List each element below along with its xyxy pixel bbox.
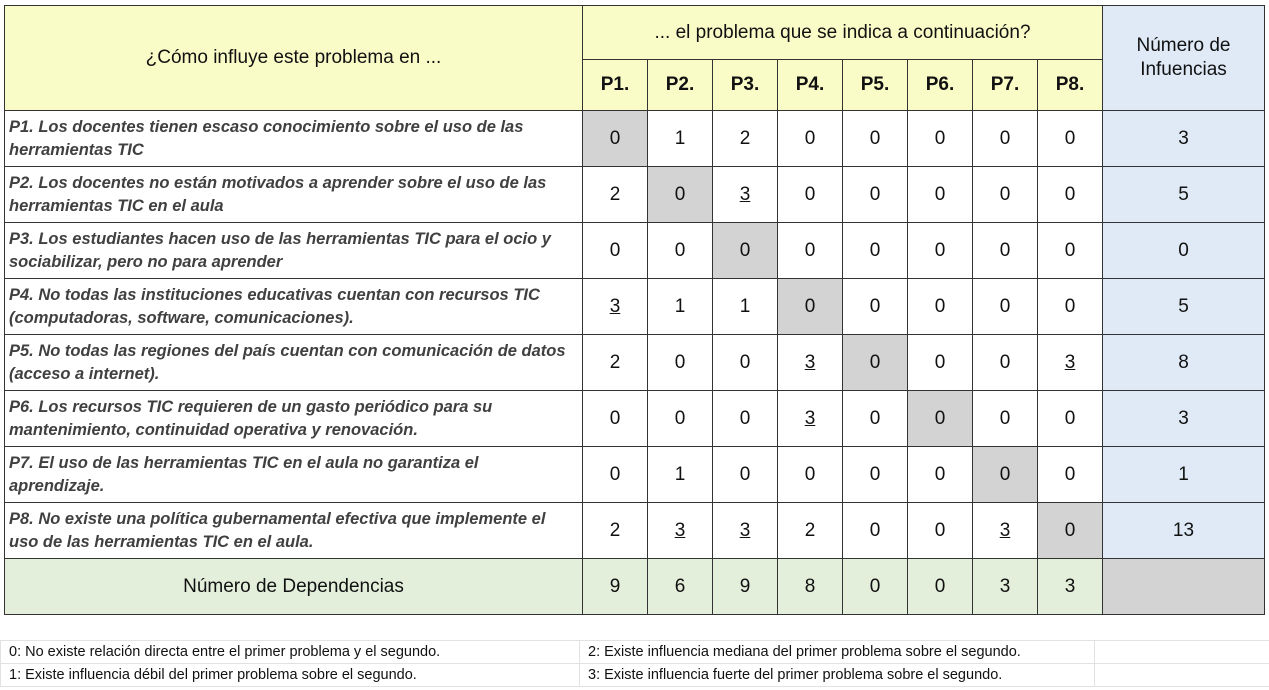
dependencies-row — [5, 559, 1265, 615]
matrix-cell: 0 — [908, 223, 973, 279]
table-row — [5, 167, 1265, 223]
matrix-cell: 1 — [648, 111, 713, 167]
column-header-p4: P4. — [778, 60, 843, 111]
influence-total: 0 — [1103, 223, 1265, 279]
dependency-count: 9 — [713, 559, 778, 615]
dependency-count: 8 — [778, 559, 843, 615]
matrix-cell: 0 — [973, 167, 1038, 223]
problem-label: P2. Los docentes no están motivados a aprender sobre el uso de las herramientas TIC en el aula — [5, 167, 583, 223]
matrix-cell: 0 — [583, 111, 648, 167]
influence-total: 5 — [1103, 167, 1265, 223]
question-header: ¿Cómo influye este problema en ... — [5, 6, 583, 111]
matrix-cell: 0 — [778, 447, 843, 503]
matrix-cell: 2 — [778, 503, 843, 559]
matrix-cell: 0 — [1038, 279, 1103, 335]
influence-total: 3 — [1103, 391, 1265, 447]
matrix-cell: 0 — [648, 391, 713, 447]
matrix-cell: 0 — [1038, 447, 1103, 503]
matrix-cell: 0 — [648, 335, 713, 391]
influence-total: 13 — [1103, 503, 1265, 559]
matrix-cell: 3 — [713, 167, 778, 223]
matrix-cell: 0 — [713, 391, 778, 447]
column-header-p7: P7. — [973, 60, 1038, 111]
matrix-cell: 1 — [713, 279, 778, 335]
column-header-p1: P1. — [583, 60, 648, 111]
matrix-cell: 3 — [583, 279, 648, 335]
matrix-cell: 2 — [583, 335, 648, 391]
empty-corner-cell — [1103, 559, 1265, 615]
matrix-cell: 0 — [973, 111, 1038, 167]
matrix-cell: 0 — [713, 223, 778, 279]
matrix-cell: 0 — [583, 223, 648, 279]
table-row — [5, 335, 1265, 391]
legend-1: 1: Existe influencia débil del primer problema sobre el segundo. — [1, 664, 580, 687]
matrix-cell: 0 — [843, 335, 908, 391]
table-row — [5, 279, 1265, 335]
table-row — [5, 503, 1265, 559]
column-header-p5: P5. — [843, 60, 908, 111]
problem-label: P4. No todas las instituciones educativas cuentan con recursos TIC (computadoras, software, comunicaciones). — [5, 279, 583, 335]
matrix-cell: 0 — [973, 335, 1038, 391]
influence-total: 1 — [1103, 447, 1265, 503]
matrix-cell: 0 — [1038, 391, 1103, 447]
matrix-cell: 0 — [778, 167, 843, 223]
matrix-cell: 0 — [973, 223, 1038, 279]
matrix-cell: 1 — [648, 447, 713, 503]
problem-label: P1. Los docentes tienen escaso conocimiento sobre el uso de las herramientas TIC — [5, 111, 583, 167]
matrix-cell: 0 — [843, 167, 908, 223]
matrix-cell: 0 — [973, 391, 1038, 447]
matrix-cell: 0 — [583, 391, 648, 447]
influence-matrix — [4, 5, 1265, 615]
matrix-cell: 0 — [973, 279, 1038, 335]
matrix-cell: 0 — [973, 447, 1038, 503]
legend-3: 3: Existe influencia fuerte del primer problema sobre el segundo. — [580, 664, 1095, 687]
matrix-cell: 0 — [778, 279, 843, 335]
dependencies-label: Número de Dependencias — [5, 559, 583, 615]
matrix-cell: 0 — [908, 447, 973, 503]
matrix-cell: 0 — [843, 223, 908, 279]
matrix-cell: 0 — [908, 111, 973, 167]
dependency-count: 3 — [973, 559, 1038, 615]
dependency-count: 0 — [908, 559, 973, 615]
column-header-p3: P3. — [713, 60, 778, 111]
matrix-cell: 0 — [908, 167, 973, 223]
matrix-cell: 0 — [908, 503, 973, 559]
matrix-cell: 0 — [843, 391, 908, 447]
legend-2: 2: Existe influencia mediana del primer problema sobre el segundo. — [580, 641, 1095, 664]
column-header-p6: P6. — [908, 60, 973, 111]
influence-total: 3 — [1103, 111, 1265, 167]
problem-label: P5. No todas las regiones del país cuentan con comunicación de datos (acceso a internet). — [5, 335, 583, 391]
matrix-cell: 3 — [648, 503, 713, 559]
problem-label: P6. Los recursos TIC requieren de un gasto periódico para su mantenimiento, continuidad operativa y renovación. — [5, 391, 583, 447]
problem-label: P3. Los estudiantes hacen uso de las herramientas TIC para el ocio y sociabilizar, pero no para aprender — [5, 223, 583, 279]
matrix-cell: 0 — [713, 447, 778, 503]
matrix-cell: 0 — [908, 335, 973, 391]
matrix-cell: 3 — [1038, 335, 1103, 391]
dependency-count: 6 — [648, 559, 713, 615]
matrix-cell: 0 — [908, 391, 973, 447]
table-row — [5, 391, 1265, 447]
matrix-cell: 0 — [843, 503, 908, 559]
matrix-cell: 0 — [843, 111, 908, 167]
matrix-cell: 0 — [713, 335, 778, 391]
legend-0: 0: No existe relación directa entre el primer problema y el segundo. — [1, 641, 580, 664]
table-row — [5, 111, 1265, 167]
matrix-cell: 3 — [973, 503, 1038, 559]
dependency-count: 3 — [1038, 559, 1103, 615]
matrix-cell: 0 — [778, 111, 843, 167]
target-problem-header: ... el problema que se indica a continuación? — [583, 6, 1103, 60]
matrix-cell: 3 — [778, 391, 843, 447]
table-row — [5, 447, 1265, 503]
matrix-cell: 3 — [778, 335, 843, 391]
matrix-cell: 2 — [583, 503, 648, 559]
matrix-cell: 0 — [648, 223, 713, 279]
column-header-p8: P8. — [1038, 60, 1103, 111]
matrix-cell: 1 — [648, 279, 713, 335]
matrix-cell: 0 — [843, 447, 908, 503]
matrix-cell: 0 — [1038, 503, 1103, 559]
influence-count-header: Número de Infuencias — [1103, 6, 1265, 111]
table-row — [5, 223, 1265, 279]
dependency-count: 0 — [843, 559, 908, 615]
legend — [0, 640, 1269, 687]
column-header-p2: P2. — [648, 60, 713, 111]
matrix-cell: 0 — [1038, 111, 1103, 167]
matrix-cell: 2 — [583, 167, 648, 223]
problem-label: P8. No existe una política gubernamental efectiva que implemente el uso de las herramientas TIC en el aula. — [5, 503, 583, 559]
problem-label: P7. El uso de las herramientas TIC en el aula no garantiza el aprendizaje. — [5, 447, 583, 503]
matrix-cell: 0 — [778, 223, 843, 279]
influence-total: 8 — [1103, 335, 1265, 391]
matrix-cell: 0 — [1038, 167, 1103, 223]
matrix-cell: 2 — [713, 111, 778, 167]
matrix-cell: 0 — [908, 279, 973, 335]
matrix-cell: 0 — [648, 167, 713, 223]
matrix-cell: 0 — [583, 447, 648, 503]
matrix-cell: 3 — [713, 503, 778, 559]
influence-total: 5 — [1103, 279, 1265, 335]
matrix-cell: 0 — [1038, 223, 1103, 279]
dependency-count: 9 — [583, 559, 648, 615]
matrix-cell: 0 — [843, 279, 908, 335]
